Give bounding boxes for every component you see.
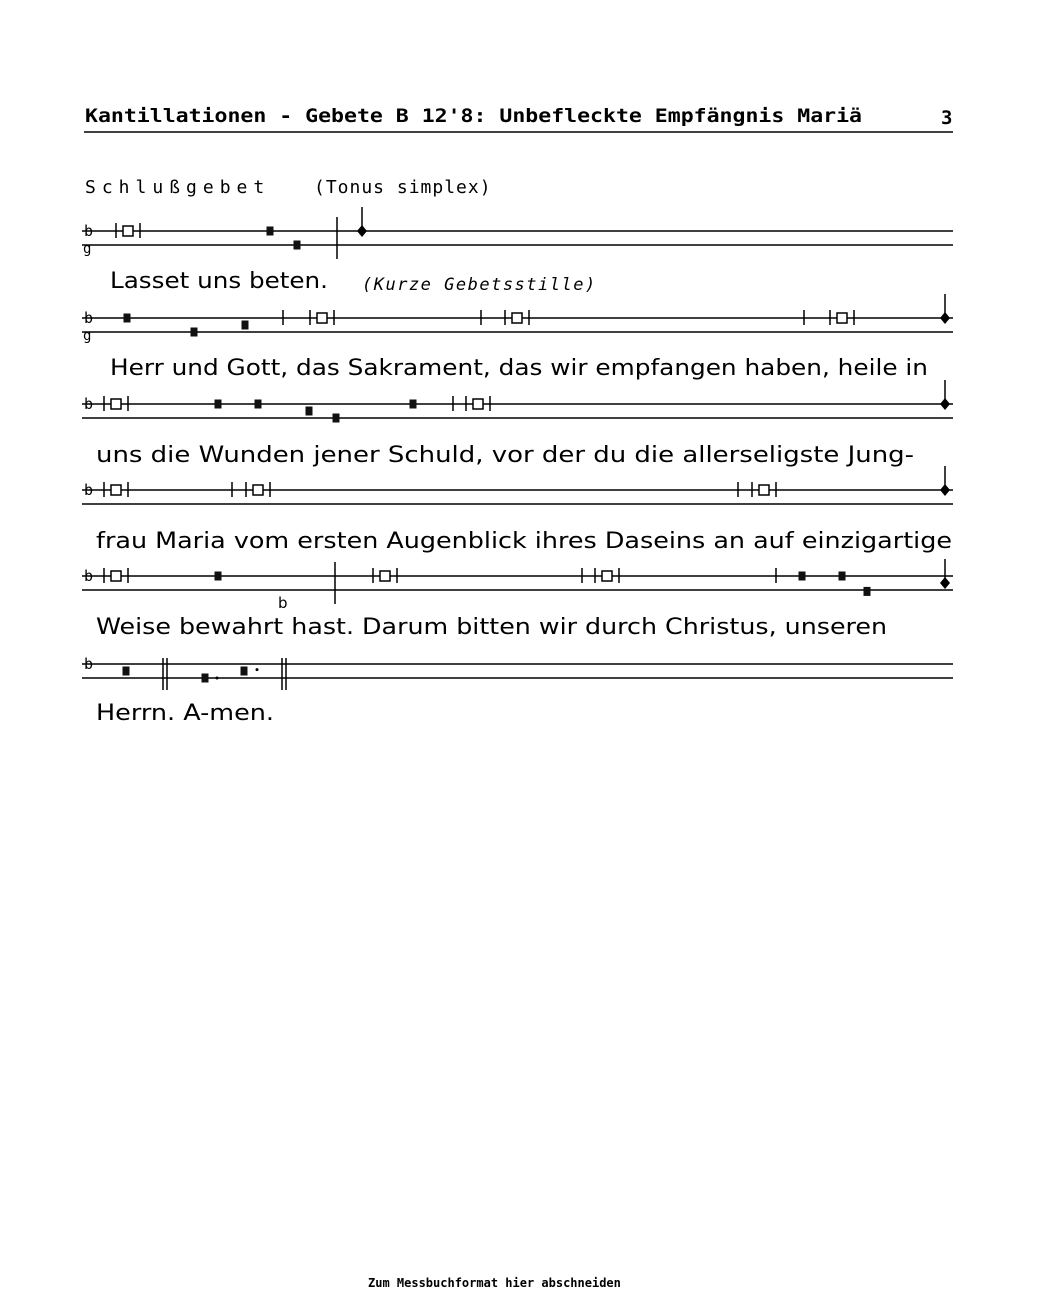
flat-clef-icon: b	[84, 309, 94, 327]
punctum-note	[864, 587, 871, 596]
final-diamond-note	[940, 312, 950, 324]
flat-clef-icon: b	[84, 567, 94, 585]
punctum-note	[294, 241, 301, 250]
reciting-tone-box	[111, 399, 121, 409]
lyric-line-4: frau Maria vom ersten Augenblick ihres Daseins an auf einzigartige	[96, 529, 952, 554]
flat-clef-icon: b	[84, 222, 94, 240]
page-number: 3	[941, 107, 953, 129]
g-clef-icon: g	[83, 328, 92, 344]
punctum-note	[215, 572, 222, 581]
reciting-tone-box	[317, 313, 327, 323]
dot-mark	[256, 668, 259, 671]
reciting-tone-box	[380, 571, 390, 581]
reciting-tone-box	[111, 571, 121, 581]
final-diamond-note	[940, 398, 950, 410]
punctum-note	[124, 314, 131, 323]
final-diamond-note	[940, 484, 950, 496]
punctum-note	[267, 227, 274, 236]
punctum-note	[839, 572, 846, 581]
punctum-note	[241, 667, 248, 676]
section-subtitle: (Tonus simplex)	[314, 177, 492, 198]
final-diamond-note	[940, 577, 950, 589]
lyric-line-5: Weise bewahrt hast. Darum bitten wir durch Christus, unseren	[96, 615, 887, 640]
reciting-tone-box	[473, 399, 483, 409]
flat-clef-icon: b	[84, 395, 94, 413]
punctum-note	[255, 400, 262, 409]
g-clef-icon: g	[83, 241, 92, 257]
punctum-note	[215, 400, 222, 409]
punctum-note	[799, 572, 806, 581]
punctum-note	[242, 321, 249, 330]
dot-mark	[216, 677, 219, 680]
reciting-tone-box	[512, 313, 522, 323]
reciting-tone-box	[253, 485, 263, 495]
reciting-tone-box	[759, 485, 769, 495]
lyric-line-1: Lasset uns beten.	[110, 269, 328, 294]
header-title: Kantillationen - Gebete B 12'8: Unbefleckte Empfängnis Mariä	[85, 105, 862, 127]
cut-note: Zum Messbuchformat hier abschneiden	[368, 1276, 621, 1290]
flat-clef-icon: b	[84, 481, 94, 499]
punctum-note	[410, 400, 417, 409]
lyric-line-6: Herrn. A-men.	[96, 701, 274, 726]
reciting-tone-box	[602, 571, 612, 581]
punctum-note	[333, 414, 340, 423]
lyric-line-2: Herr und Gott, das Sakrament, das wir empfangen haben, heile in	[110, 356, 928, 381]
silence-note: (Kurze Gebetsstille)	[362, 275, 597, 295]
reciting-tone-box	[123, 226, 133, 236]
flat-clef-icon: b	[84, 655, 94, 673]
punctum-note	[306, 407, 313, 416]
final-diamond-note	[357, 225, 367, 237]
reciting-tone-box	[111, 485, 121, 495]
punctum-note	[123, 667, 130, 676]
section-title: Schlußgebet	[85, 177, 271, 198]
flat-accidental: b	[278, 594, 288, 612]
reciting-tone-box	[837, 313, 847, 323]
punctum-note	[202, 674, 209, 683]
lyric-line-3: uns die Wunden jener Schuld, vor der du die allerseligste Jung-	[96, 443, 915, 468]
punctum-note	[191, 328, 198, 337]
